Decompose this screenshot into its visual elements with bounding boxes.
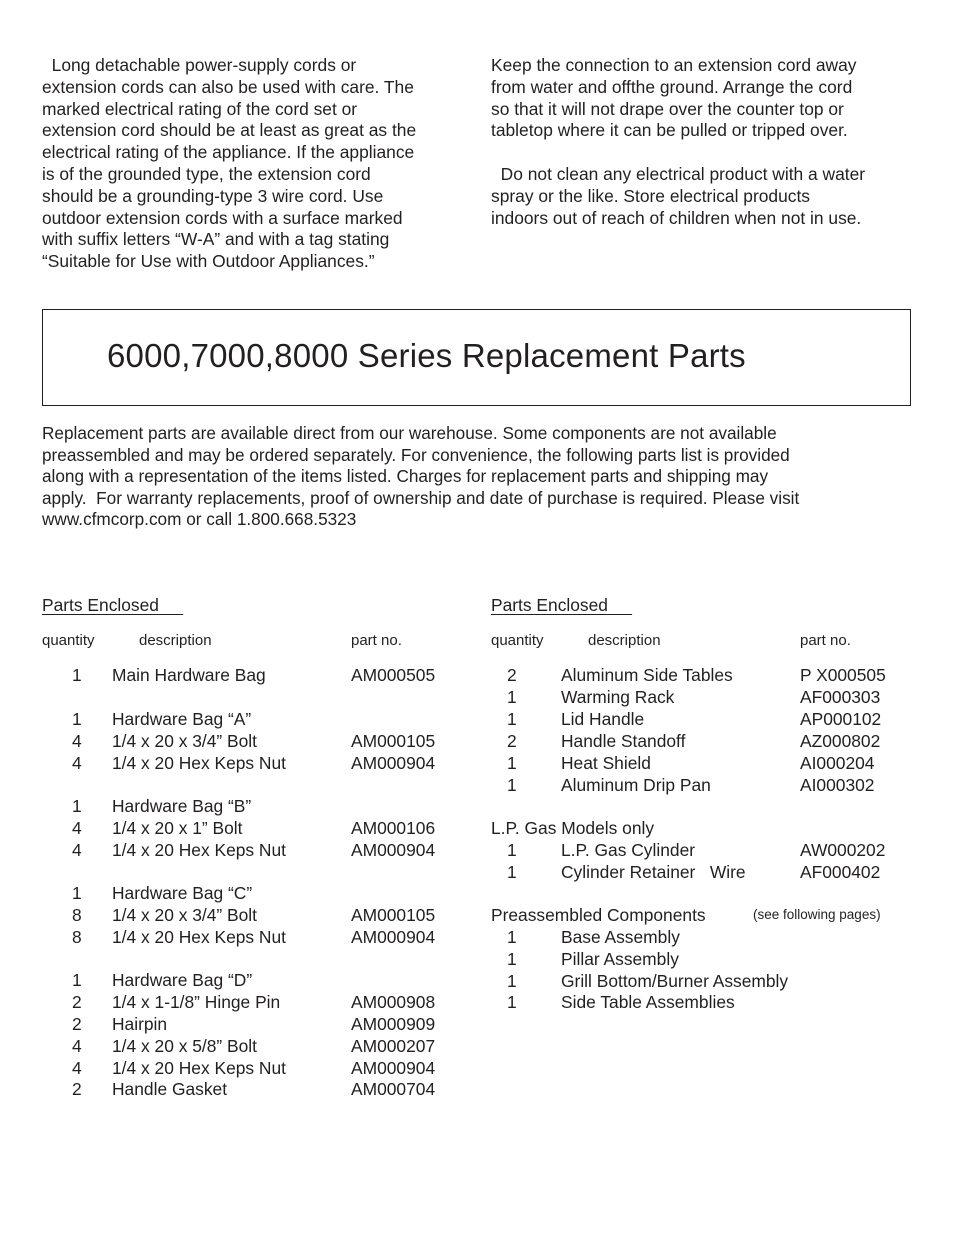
part-number-cell: AM000904 [351,753,436,773]
text-line: indoors out of reach of children when not in use. [491,207,862,228]
quantity-cell: 1 [72,883,82,903]
part-number-cell: P X000505 [800,665,886,685]
description-cell: Hardware Bag “D” [112,970,253,990]
description-cell: 1/4 x 20 Hex Keps Nut [112,1058,286,1078]
quantity-cell: 2 [507,731,517,751]
part-number-cell: AM000105 [351,731,436,751]
description-cell: 1/4 x 20 Hex Keps Nut [112,753,286,773]
description-cell: Pillar Assembly [561,949,679,969]
preassembled-components-heading: Preassembled Components [491,905,706,925]
text-line: outdoor extension cords with a surface marked [42,207,403,228]
part-number-cell: AW000202 [800,840,886,860]
part-number-cell: AM000904 [351,840,436,860]
quantity-cell: 2 [72,992,82,1012]
description-cell: Hardware Bag “C” [112,883,253,903]
description-cell: Cylinder Retainer Wire [561,862,746,882]
text-line: Do not clean any electrical product with a water [491,164,866,184]
title-box [42,309,911,406]
description-cell: Heat Shield [561,753,651,773]
quantity-cell: 1 [507,840,517,860]
quantity-cell: 1 [72,796,82,816]
description-cell: 1/4 x 20 x 3/4” Bolt [112,731,258,751]
part-number-cell: AF000303 [800,687,881,707]
quantity-cell: 1 [72,709,82,729]
part-number-cell: AM000909 [351,1014,436,1034]
quantity-cell: 4 [72,1036,82,1056]
part-number-cell: AM000904 [351,927,436,947]
quantity-cell: 2 [507,665,517,685]
parts-intro-paragraph [42,423,922,531]
parts-enclosed-heading-right: Parts Enclosed [491,595,633,615]
quantity-cell: 2 [72,1079,82,1099]
part-no-column-label: part no. [351,632,402,649]
description-cell: Main Hardware Bag [112,665,266,685]
quantity-column-label: quantity [42,632,95,649]
description-cell: 1/4 x 20 x 3/4” Bolt [112,905,258,925]
description-cell: Grill Bottom/Burner Assembly [561,971,789,991]
quantity-cell: 1 [507,862,517,882]
quantity-cell: 1 [72,665,82,685]
text-line: extension cord should be at least as great as the [42,120,417,141]
part-number-cell: AP000102 [800,709,882,729]
part-number-cell: AZ000802 [800,731,881,751]
text-line: “Suitable for Use with Outdoor Appliances.” [42,251,375,272]
text-line: preassembled and may be ordered separately. For convenience, the following parts list is provided [42,444,790,465]
part-number-cell: AM000105 [351,905,436,925]
description-cell: Hardware Bag “B” [112,796,252,816]
text-line: along with a representation of the items listed. Charges for replacement parts and shipping may [42,466,769,487]
part-number-cell: AI000302 [800,775,875,795]
quantity-cell: 1 [507,927,517,947]
quantity-column-label: quantity [491,632,544,649]
part-number-cell: AM000908 [351,992,436,1012]
text-line: spray or the like. Store electrical products [491,185,810,206]
quantity-cell: 1 [72,970,82,990]
quantity-cell: 1 [507,949,517,969]
description-cell: Base Assembly [561,927,680,947]
lp-gas-models-heading: L.P. Gas Models only [491,818,655,838]
description-cell: L.P. Gas Cylinder [561,840,696,860]
parts-enclosed-heading-left: Parts Enclosed [42,595,184,615]
text-line: Long detachable power-supply cords or [42,55,357,75]
quantity-cell: 4 [72,840,82,860]
quantity-cell: 1 [507,709,517,729]
quantity-cell: 1 [507,992,517,1012]
quantity-cell: 1 [507,687,517,707]
quantity-cell: 2 [72,1014,82,1034]
part-no-column-label: part no. [800,632,851,649]
part-number-cell: AM000207 [351,1036,436,1056]
text-line: www.cfmcorp.com or call 1.800.668.5323 [42,509,357,530]
part-number-cell: AI000204 [800,753,875,773]
text-line: Replacement parts are available direct from our warehouse. Some components are not available [42,423,777,443]
description-cell: Warming Rack [561,687,675,707]
description-cell: 1/4 x 20 Hex Keps Nut [112,927,286,947]
description-cell: Hairpin [112,1014,168,1034]
quantity-cell: 1 [507,971,517,991]
part-number-cell: AM000106 [351,818,436,838]
description-cell: Handle Standoff [561,731,686,751]
description-cell: 1/4 x 20 Hex Keps Nut [112,840,286,860]
text-line: tabletop where it can be pulled or tripped over. [491,120,848,141]
part-number-cell: AF000402 [800,862,881,882]
quantity-cell: 4 [72,731,82,751]
intro-paragraph-right-2 [491,164,911,229]
see-following-pages-note: (see following pages) [753,907,881,922]
text-line: with suffix letters “W-A” and with a tag stating [42,229,390,250]
quantity-cell: 8 [72,927,82,947]
intro-paragraph-left [42,55,462,273]
quantity-cell: 8 [72,905,82,925]
quantity-cell: 4 [72,753,82,773]
description-cell: Aluminum Side Tables [561,665,733,685]
description-column-label: description [588,632,661,649]
text-line: so that it will not drape over the counter top or [491,98,844,119]
description-cell: Hardware Bag “A” [112,709,252,729]
description-cell: Side Table Assemblies [561,992,735,1012]
page-title: 6000,7000,8000 Series Replacement Parts [107,337,746,374]
quantity-cell: 4 [72,818,82,838]
text-line: marked electrical rating of the cord set or [42,98,358,119]
description-cell: Handle Gasket [112,1079,228,1099]
quantity-cell: 1 [507,753,517,773]
quantity-cell: 4 [72,1058,82,1078]
part-number-cell: AM000904 [351,1058,436,1078]
description-cell: 1/4 x 20 x 5/8” Bolt [112,1036,258,1056]
text-line: Keep the connection to an extension cord away [491,55,857,75]
description-cell: 1/4 x 20 x 1” Bolt [112,818,243,838]
text-line: is of the grounded type, the extension cord [42,163,371,184]
part-number-cell: AM000704 [351,1079,436,1099]
description-cell: Lid Handle [561,709,645,729]
text-line: extension cords can also be used with care. The [42,76,414,97]
text-line: electrical rating of the appliance. If the appliance [42,142,415,163]
text-line: from water and offthe ground. Arrange the cord [491,76,853,97]
description-cell: 1/4 x 1-1/8” Hinge Pin [112,992,281,1012]
part-number-cell: AM000505 [351,665,436,685]
intro-paragraph-right-1 [491,55,911,142]
description-cell: Aluminum Drip Pan [561,775,711,795]
text-line: apply. For warranty replacements, proof of ownership and date of purchase is required. Please visit [42,487,800,508]
text-line: should be a grounding-type 3 wire cord. Use [42,185,384,206]
quantity-cell: 1 [507,775,517,795]
description-column-label: description [139,632,212,649]
